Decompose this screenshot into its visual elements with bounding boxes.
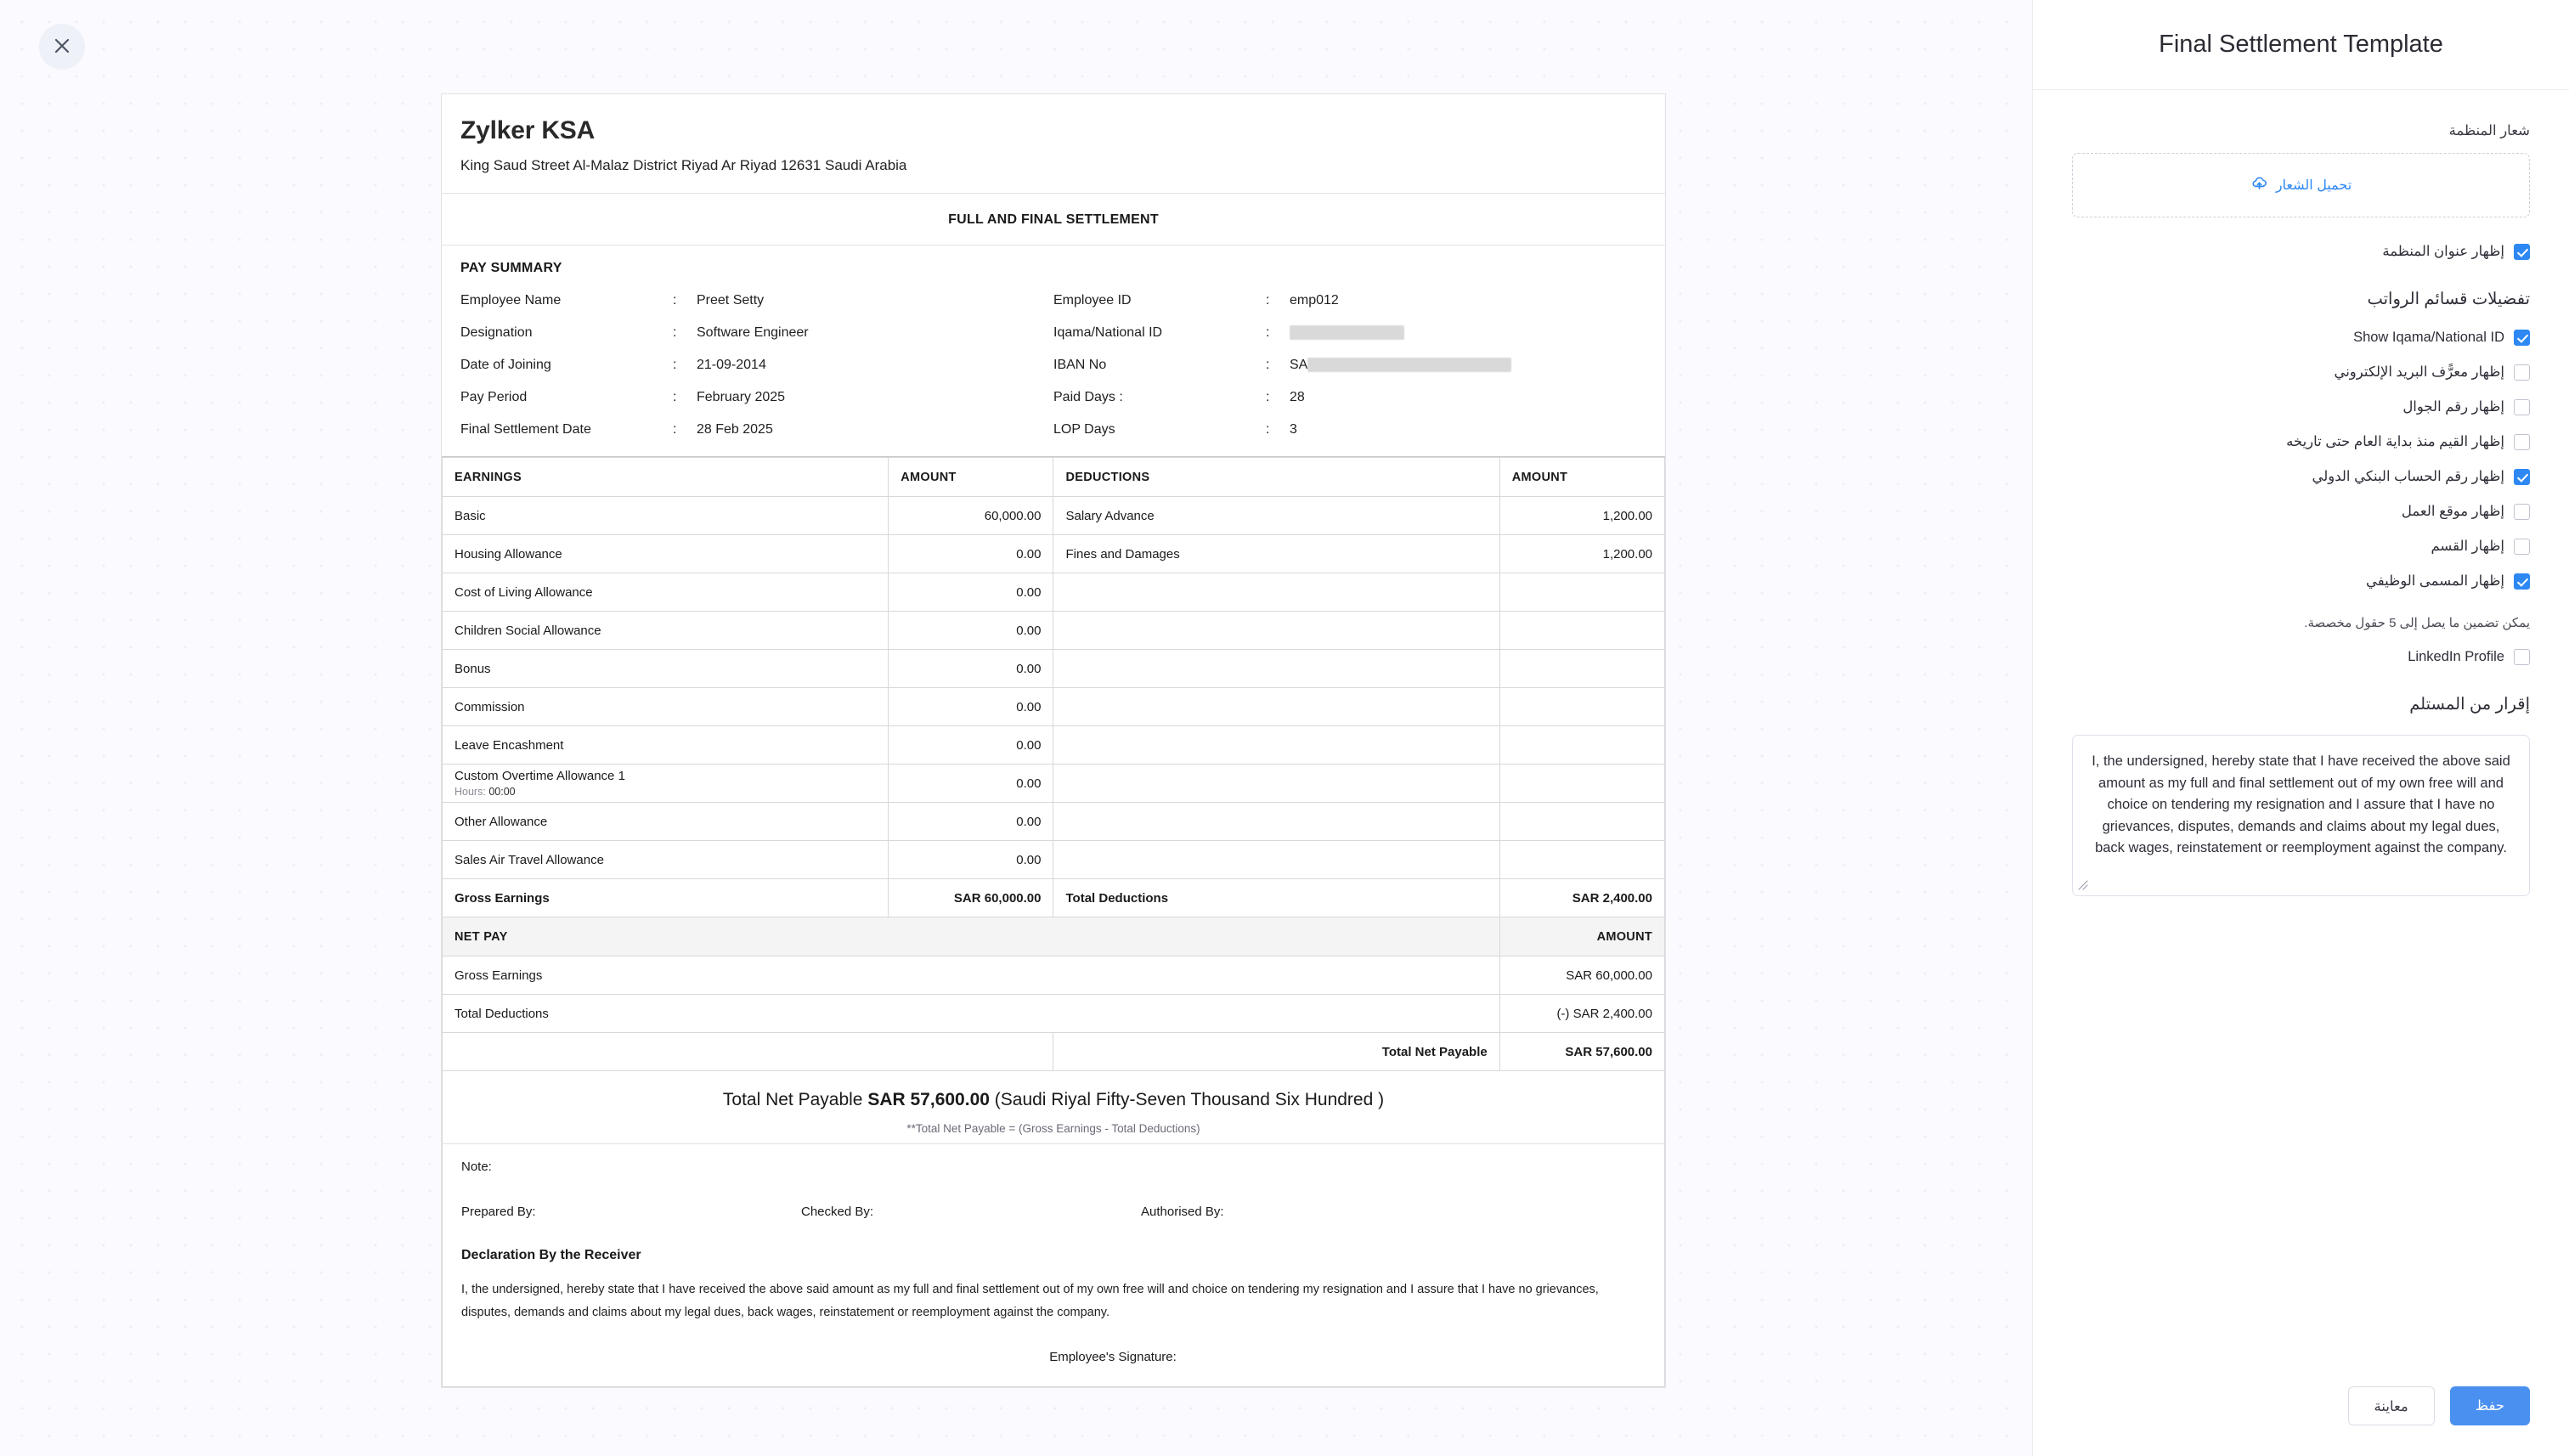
table-row <box>443 573 1665 612</box>
net-pay-row-label: Gross Earnings <box>443 957 1500 995</box>
declaration-title: Declaration By the Receiver <box>461 1248 641 1262</box>
document-footer <box>442 1144 1665 1387</box>
net-pay-total-amount: SAR 57,600.00 <box>1499 1033 1664 1071</box>
checkbox-box[interactable] <box>2514 539 2530 555</box>
field-label: LOP Days <box>1053 422 1115 437</box>
close-button[interactable] <box>39 24 85 70</box>
earning-amount: 0.00 <box>889 535 1053 573</box>
earning-amount: 0.00 <box>889 765 1053 803</box>
earning-amount: 60,000.00 <box>889 497 1053 535</box>
table-header-row <box>443 458 1665 497</box>
field-colon: : <box>1266 325 1270 340</box>
checkbox-box[interactable] <box>2514 649 2530 665</box>
earning-label: Cost of Living Allowance <box>443 573 889 612</box>
checkbox-label: إظهار القسم <box>2431 539 2504 554</box>
deduction-empty <box>1499 803 1664 841</box>
employee-signature-label: Employee's Signature: <box>1049 1349 1177 1364</box>
earning-label: Other Allowance <box>443 803 889 841</box>
deduction-amount: 1,200.00 <box>1499 535 1664 573</box>
deduction-empty <box>1053 612 1499 650</box>
field-value: 3 <box>1290 422 1297 437</box>
earning-amount: 0.00 <box>889 650 1053 688</box>
deduction-empty <box>1499 765 1664 803</box>
gross-earnings-amount: SAR 60,000.00 <box>889 879 1053 917</box>
table-body <box>443 497 1665 1071</box>
checkbox-show-email-id[interactable] <box>2072 364 2530 381</box>
pay-summary-section <box>442 245 1665 457</box>
earning-label: Bonus <box>443 650 889 688</box>
panel-footer <box>2033 1386 2569 1456</box>
table-row <box>443 497 1665 535</box>
net-pay-heading: NET PAY <box>443 917 1500 957</box>
deduction-empty <box>1499 650 1664 688</box>
hours-key: Hours: <box>455 786 486 798</box>
deduction-empty <box>1053 803 1499 841</box>
earning-amount: 0.00 <box>889 803 1053 841</box>
signoff-row <box>461 1205 1646 1219</box>
checkbox-box[interactable] <box>2514 330 2530 346</box>
document-header <box>442 94 1665 194</box>
panel-body <box>2033 90 2569 1386</box>
checkbox-show-org-address[interactable] <box>2072 243 2530 260</box>
field-colon: : <box>673 293 677 308</box>
table-row <box>443 803 1665 841</box>
field-label: Paid Days : <box>1053 390 1123 404</box>
deduction-empty <box>1499 612 1664 650</box>
table-row <box>443 726 1665 765</box>
field-colon: : <box>1266 422 1270 437</box>
earning-label: Children Social Allowance <box>443 612 889 650</box>
field-label: Final Settlement Date <box>460 422 591 437</box>
checkbox-box[interactable] <box>2514 434 2530 450</box>
field-label: Iqama/National ID <box>1053 325 1163 340</box>
organization-address: King Saud Street Al-Malaz District Riyad Ar Riyad 12631 Saudi Arabia <box>460 157 907 173</box>
net-pay-header-row <box>443 917 1665 957</box>
earning-label: Sales Air Travel Allowance <box>443 841 889 879</box>
table-row <box>443 650 1665 688</box>
checkbox-box[interactable] <box>2514 399 2530 415</box>
checkbox-show-department[interactable] <box>2072 538 2530 555</box>
field-label: Pay Period <box>460 390 528 404</box>
net-pay-row <box>443 995 1665 1033</box>
template-settings-panel <box>2032 0 2569 1456</box>
net-pay-row-amount: (-) SAR 2,400.00 <box>1499 995 1664 1033</box>
earnings-deductions-table <box>442 457 1665 1071</box>
total-deductions-label: Total Deductions <box>1053 879 1499 917</box>
field-colon: : <box>1266 390 1270 404</box>
table-row <box>443 765 1665 803</box>
net-payable-line <box>443 1090 1664 1110</box>
deduction-label: Fines and Damages <box>1053 535 1499 573</box>
earning-label <box>443 765 889 803</box>
checkbox-box[interactable] <box>2514 244 2530 260</box>
deduction-empty <box>1499 573 1664 612</box>
earning-amount: 0.00 <box>889 612 1053 650</box>
field-value: emp012 <box>1290 293 1339 308</box>
net-payable-prefix: Total Net Payable <box>722 1090 868 1109</box>
field-label: Employee ID <box>1053 293 1132 308</box>
deduction-empty <box>1053 765 1499 803</box>
checkbox-box[interactable] <box>2514 469 2530 485</box>
field-value: 28 <box>1290 390 1305 404</box>
field-colon: : <box>673 390 677 404</box>
field-colon: : <box>673 422 677 437</box>
table-row <box>443 612 1665 650</box>
iban-prefix: SA <box>1290 358 1308 372</box>
deduction-empty <box>1053 688 1499 726</box>
deduction-empty <box>1499 688 1664 726</box>
net-pay-total-label: Total Net Payable <box>1053 1033 1499 1071</box>
checkbox-label: إظهار رقم الجوال <box>2402 399 2504 415</box>
deduction-label: Salary Advance <box>1053 497 1499 535</box>
preview-button[interactable]: معاينة <box>2348 1386 2435 1425</box>
field-value: February 2025 <box>697 390 786 404</box>
save-button[interactable]: حفظ <box>2450 1386 2530 1425</box>
checkbox-label: إظهار رقم الحساب البنكي الدولي <box>2312 469 2504 484</box>
declaration-body: I, the undersigned, hereby state that I have received the above said amount as my full and final settlement out of my own free will and choice on tendering my resignation and I assure that I have no grievances, disputes, demands and claims about my legal dues, back wages, reinstatement or reemployment against the company. <box>461 1283 1599 1319</box>
earning-label-text: Custom Overtime Allowance 1 <box>455 769 625 783</box>
checkbox-box[interactable] <box>2514 573 2530 590</box>
checkbox-label: إظهار معرًّف البريد الإلكتروني <box>2334 364 2504 380</box>
net-pay-amount-heading: AMOUNT <box>1499 917 1664 957</box>
net-pay-row-label: Total Deductions <box>443 995 1500 1033</box>
net-pay-row <box>443 957 1665 995</box>
logo-upload-label: تحميل الشعار <box>2275 178 2352 193</box>
deduction-empty <box>1499 841 1664 879</box>
totals-row <box>443 879 1665 917</box>
field-value: 28 Feb 2025 <box>697 422 773 437</box>
checkbox-show-iqama-national-id[interactable] <box>2072 330 2530 346</box>
declaration-textarea[interactable]: I, the undersigned, hereby state that I have received the above said amount as my full and final settlement out of my own free will and choice on tendering my resignation and I assure that I have no grievances, disputes, demands and claims about my legal dues, back wages, reinstatement or reemployment against the company. <box>2072 735 2530 896</box>
pay-summary-grid <box>460 293 1646 437</box>
prepared-by-label: Prepared By: <box>461 1205 536 1219</box>
checkbox-label: إظهار موقع العمل <box>2401 504 2504 519</box>
gross-earnings-label: Gross Earnings <box>443 879 889 917</box>
close-icon <box>52 36 72 59</box>
net-pay-total-spacer <box>443 1033 1053 1071</box>
logo-upload-dropzone[interactable] <box>2072 153 2530 217</box>
earning-hours-sub <box>455 786 876 798</box>
cloud-upload-icon <box>2250 174 2268 196</box>
organization-name: Zylker KSA <box>460 116 596 144</box>
deduction-empty <box>1053 841 1499 879</box>
net-payable-formula: **Total Net Payable = (Gross Earnings - Total Deductions) <box>906 1122 1200 1135</box>
checkbox-label: إظهار عنوان المنظمة <box>2382 244 2504 259</box>
deduction-empty <box>1053 573 1499 612</box>
col-header-earnings-amount: AMOUNT <box>889 458 1053 497</box>
earning-label: Commission <box>443 688 889 726</box>
checkbox-show-designation[interactable] <box>2072 573 2530 590</box>
field-value: Software Engineer <box>697 325 809 340</box>
authorised-by-label: Authorised By: <box>1141 1205 1224 1219</box>
declaration-textarea-wrapper <box>2072 735 2530 896</box>
field-label: Employee Name <box>460 293 562 308</box>
net-pay-total-row <box>443 1033 1665 1071</box>
earning-amount: 0.00 <box>889 573 1053 612</box>
deduction-empty <box>1053 726 1499 765</box>
field-colon: : <box>673 325 677 340</box>
col-header-deductions: DEDUCTIONS <box>1053 458 1499 497</box>
document-title: FULL AND FINAL SETTLEMENT <box>442 194 1665 245</box>
note-label: Note: <box>461 1160 492 1174</box>
field-colon: : <box>1266 358 1270 372</box>
earning-amount: 0.00 <box>889 841 1053 879</box>
checkbox-label: LinkedIn Profile <box>2408 649 2504 664</box>
field-value-redacted <box>1290 358 1646 373</box>
checkbox-label: إظهار المسمى الوظيفي <box>2366 573 2504 589</box>
net-pay-row-amount: SAR 60,000.00 <box>1499 957 1664 995</box>
col-header-earnings: EARNINGS <box>443 458 889 497</box>
hours-value: 00:00 <box>488 786 516 798</box>
net-payable-amount: SAR 57,600.00 <box>867 1090 990 1109</box>
panel-header <box>2033 0 2569 90</box>
net-payable-banner <box>442 1071 1665 1143</box>
checkbox-show-mobile-number[interactable] <box>2072 398 2530 415</box>
checkbox-show-iban[interactable] <box>2072 468 2530 485</box>
checkbox-box[interactable] <box>2514 504 2530 520</box>
deduction-empty <box>1053 650 1499 688</box>
deduction-amount: 1,200.00 <box>1499 497 1664 535</box>
field-colon: : <box>673 358 677 372</box>
field-label: Designation <box>460 325 533 340</box>
field-colon: : <box>1266 293 1270 308</box>
checkbox-show-ytd-values[interactable] <box>2072 433 2530 450</box>
total-deductions-amount: SAR 2,400.00 <box>1499 879 1664 917</box>
net-payable-words: (Saudi Riyal Fifty-Seven Thousand Six Hundred ) <box>989 1090 1385 1109</box>
settlement-document <box>441 93 1666 1388</box>
payslip-preferences-heading: تفضيلات قسائم الرواتب <box>2367 290 2530 308</box>
checkbox-linkedin-profile[interactable] <box>2072 649 2530 665</box>
earning-label: Basic <box>443 497 889 535</box>
table-row <box>443 841 1665 879</box>
field-value: 21-09-2014 <box>697 358 766 372</box>
table-row <box>443 535 1665 573</box>
earning-amount: 0.00 <box>889 688 1053 726</box>
checked-by-label: Checked By: <box>801 1205 874 1219</box>
earning-amount: 0.00 <box>889 726 1053 765</box>
checkbox-show-work-location[interactable] <box>2072 503 2530 520</box>
field-label: Date of Joining <box>460 358 551 372</box>
table-row <box>443 688 1665 726</box>
panel-title: Final Settlement Template <box>2159 31 2443 58</box>
custom-fields-hint: يمكن تضمين ما يصل إلى 5 حقول مخصصة. <box>2304 616 2530 630</box>
pay-summary-heading: PAY SUMMARY <box>460 261 562 275</box>
col-header-deductions-amount: AMOUNT <box>1499 458 1664 497</box>
checkbox-box[interactable] <box>2514 364 2530 381</box>
earning-label: Housing Allowance <box>443 535 889 573</box>
declaration-section-heading: إقرار من المستلم <box>2409 695 2530 714</box>
field-value: Preet Setty <box>697 293 765 308</box>
earning-label: Leave Encashment <box>443 726 889 765</box>
redacted-iqama-id <box>1290 325 1404 340</box>
deduction-empty <box>1499 726 1664 765</box>
field-label: IBAN No <box>1053 358 1107 372</box>
field-value-redacted <box>1290 325 1646 341</box>
checkbox-label: إظهار القيم منذ بداية العام حتى تاريخه <box>2286 434 2504 449</box>
redacted-iban <box>1307 358 1511 372</box>
logo-field-label: شعار المنظمة <box>2448 123 2530 138</box>
checkbox-label: Show Iqama/National ID <box>2353 330 2504 345</box>
